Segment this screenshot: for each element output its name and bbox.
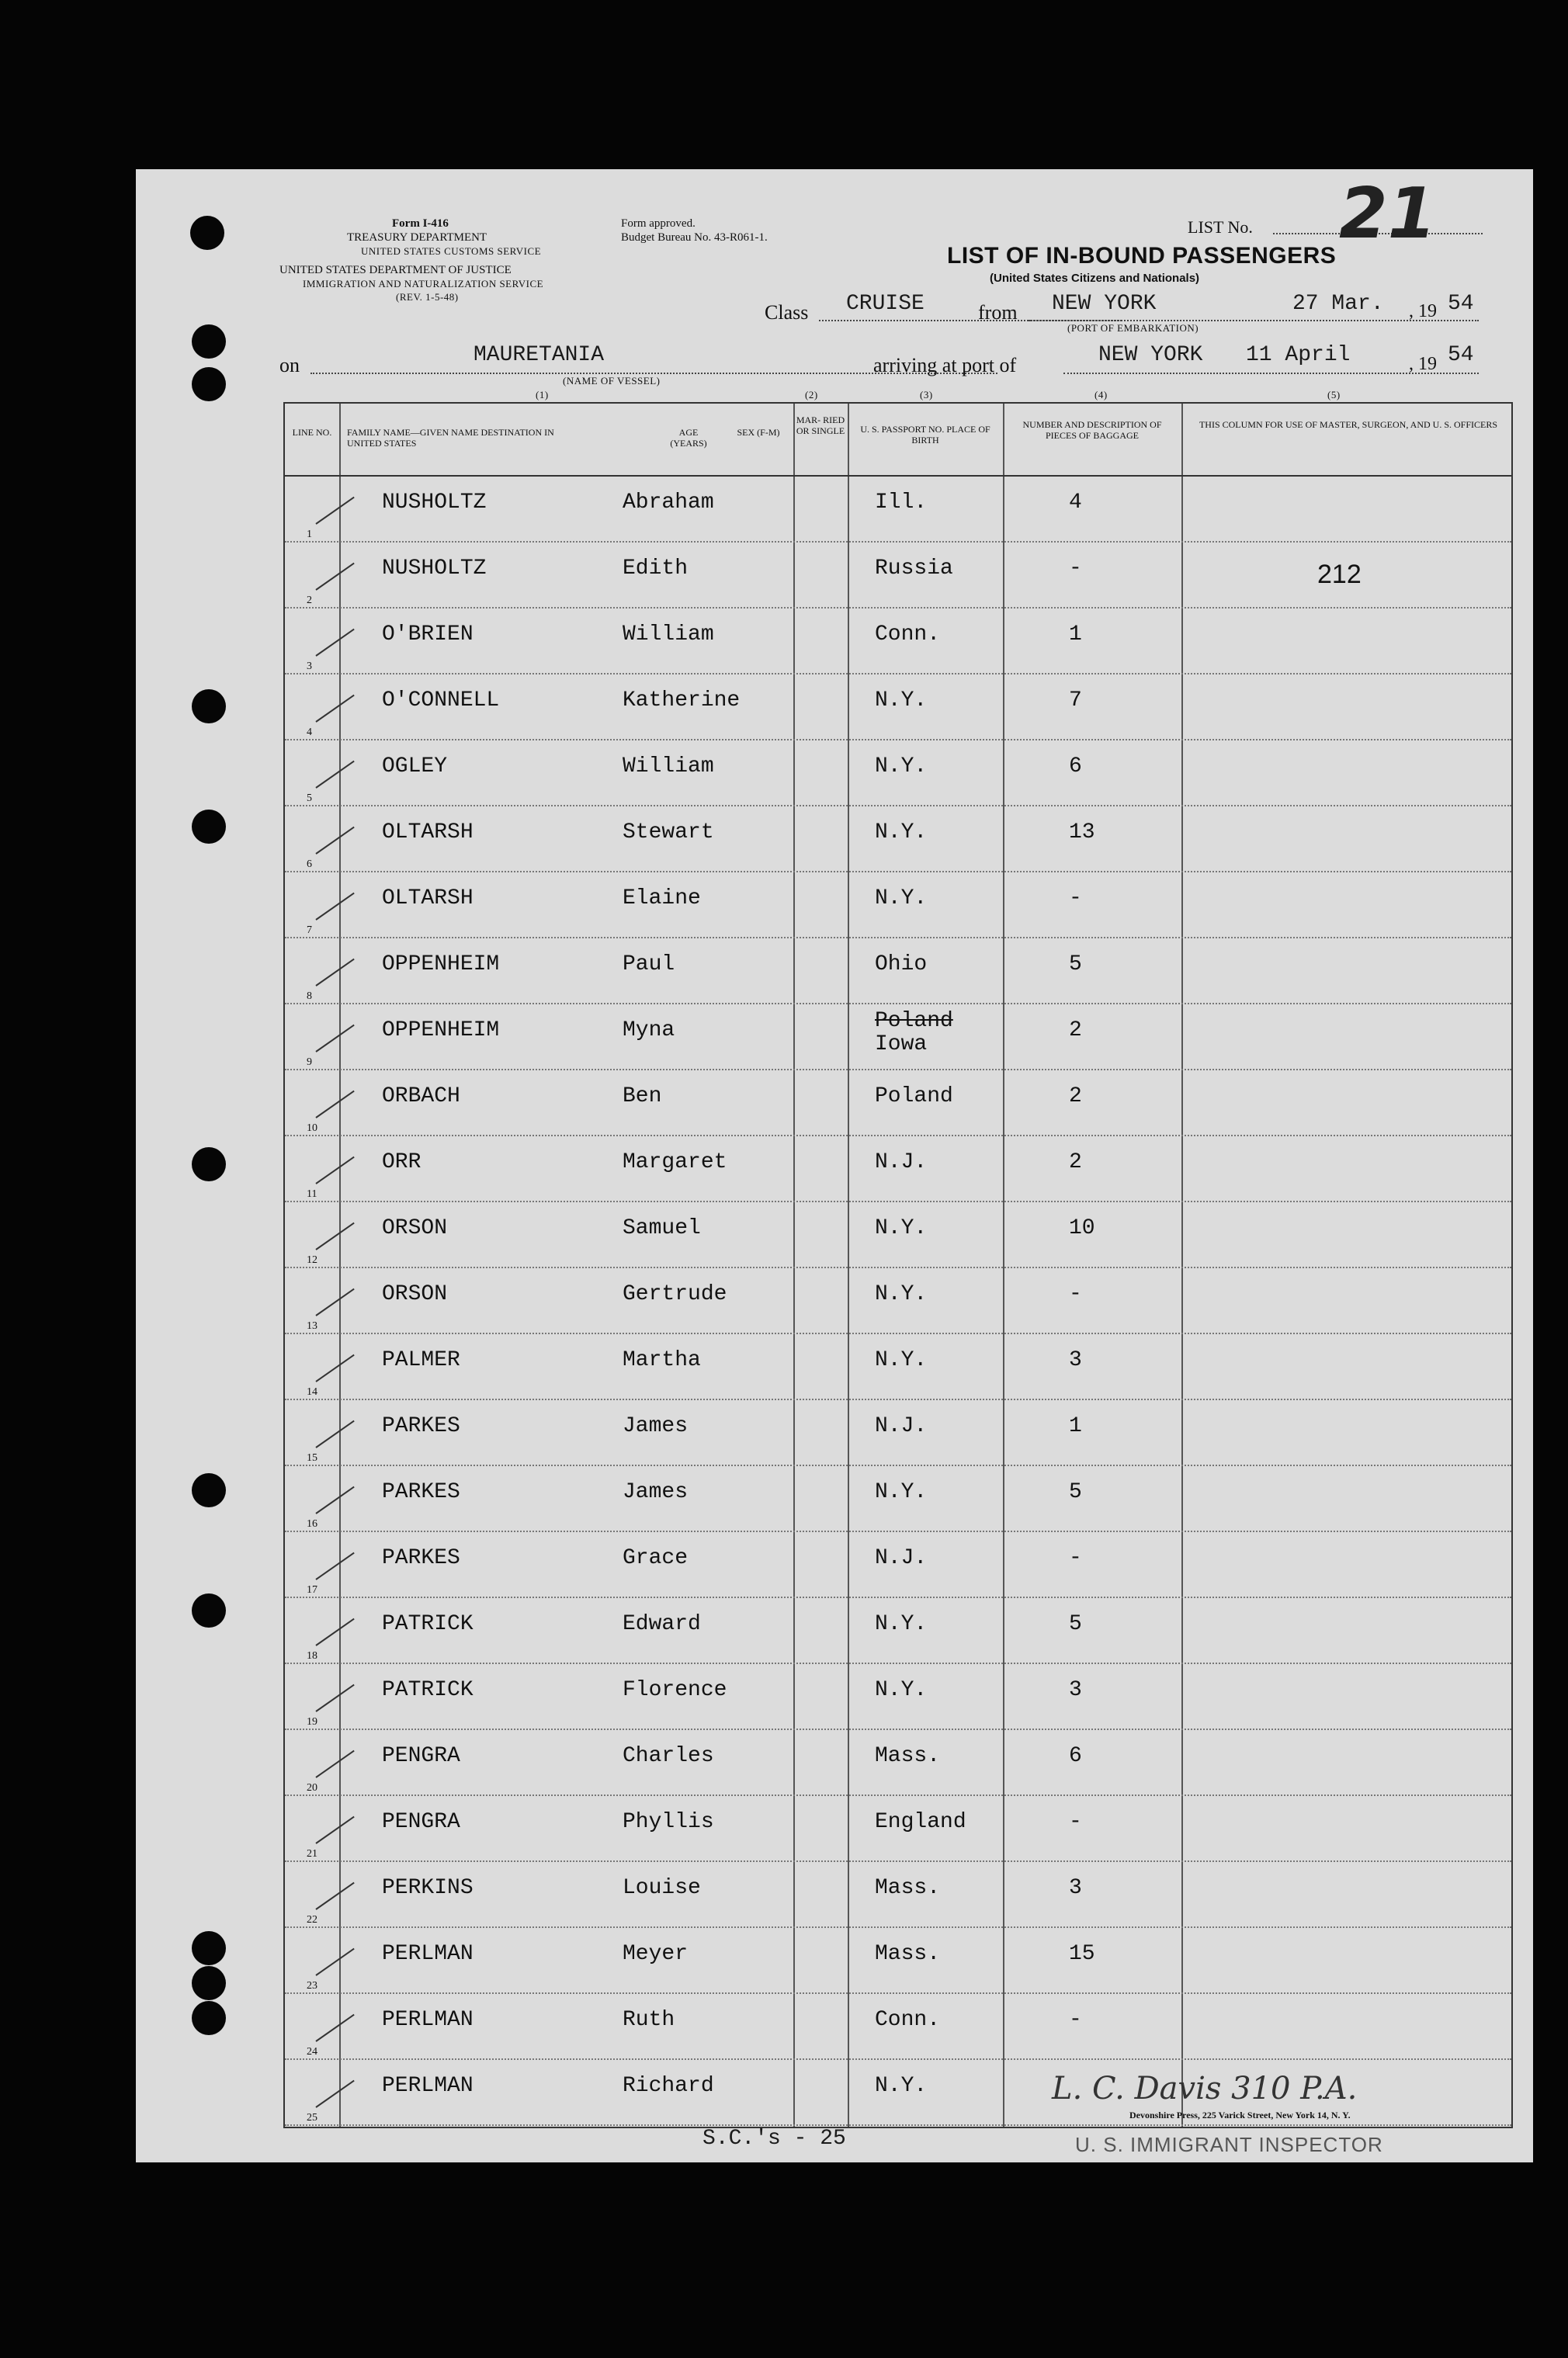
birth-place: N.Y.: [875, 1612, 928, 1636]
given-name: Abraham: [623, 491, 714, 515]
baggage-count: 3: [1069, 1348, 1082, 1372]
table-row: [285, 609, 1511, 674]
birth-place: N.Y.: [875, 2074, 928, 2098]
given-name: James: [623, 1414, 689, 1438]
family-name: OPPENHEIM: [382, 1018, 500, 1042]
revision: (REV. 1-5-48): [396, 291, 459, 303]
line-number: 23: [307, 1980, 317, 1992]
birth-place: Mass.: [875, 1876, 941, 1900]
given-name: Florence: [623, 1678, 727, 1702]
check-mark: [315, 1288, 354, 1316]
col-header-passport: U. S. PASSPORT NO. PLACE OF BIRTH: [860, 424, 990, 446]
given-name: William: [623, 622, 714, 647]
arriving-label: arriving at port of: [873, 354, 1017, 376]
check-mark: [315, 1025, 354, 1052]
table-row: [285, 1796, 1511, 1862]
col-header-married: MAR- RIED OR SINGLE: [796, 414, 845, 436]
punch-hole: [192, 689, 226, 723]
check-mark: [315, 563, 354, 591]
given-name: Charles: [623, 1744, 714, 1768]
baggage-count: -: [1069, 886, 1082, 910]
ins: IMMIGRATION AND NATURALIZATION SERVICE: [303, 278, 544, 290]
baggage-count: 4: [1069, 491, 1082, 515]
given-name: Margaret: [623, 1150, 727, 1174]
col-header-age: AGE (YEARS): [670, 427, 707, 449]
table-row: [285, 1400, 1511, 1466]
table-row: [285, 1136, 1511, 1202]
baggage-count: 5: [1069, 952, 1082, 976]
table-row: [285, 1730, 1511, 1796]
inspector-label: U. S. IMMIGRANT INSPECTOR: [1075, 2133, 1383, 2156]
inspector-signature: L. C. Davis 310 P.A.: [1052, 2071, 1358, 2107]
check-mark: [315, 2080, 354, 2108]
family-name: PENGRA: [382, 1810, 460, 1834]
birth-place: Iowa: [875, 1032, 928, 1056]
family-name: OGLEY: [382, 754, 448, 778]
birth-place: Russia: [875, 557, 953, 581]
baggage-count: 13: [1069, 820, 1095, 844]
check-mark: [315, 1354, 354, 1382]
given-name: James: [623, 1480, 689, 1504]
birth-place: Mass.: [875, 1942, 941, 1966]
baggage-count: 3: [1069, 1876, 1082, 1900]
baggage-count: 5: [1069, 1480, 1082, 1504]
col-header-officers: THIS COLUMN FOR USE OF MASTER, SURGEON, AND U. S. OFFICERS: [1199, 419, 1498, 430]
check-mark: [315, 1486, 354, 1514]
given-name: Louise: [623, 1876, 701, 1900]
col-num-1: (1): [536, 389, 549, 401]
punch-hole: [192, 1147, 226, 1181]
line-number: 12: [307, 1254, 317, 1266]
given-name: Meyer: [623, 1942, 689, 1966]
class-value: CRUISE: [846, 292, 924, 316]
baggage-count: 2: [1069, 1150, 1082, 1174]
col-num-4: (4): [1094, 389, 1108, 401]
line-number: 3: [307, 661, 312, 672]
check-mark: [315, 959, 354, 987]
line-number: 14: [307, 1386, 317, 1398]
doc-title: LIST OF IN-BOUND PASSENGERS: [947, 243, 1337, 269]
officer-note: 212: [1317, 560, 1362, 589]
family-name: O'CONNELL: [382, 688, 500, 713]
baggage-count: 2: [1069, 1084, 1082, 1108]
given-name: Gertrude: [623, 1282, 727, 1306]
family-name: OPPENHEIM: [382, 952, 500, 976]
table-row: [285, 740, 1511, 806]
budget-bureau: Budget Bureau No. 43-R061-1.: [621, 231, 768, 244]
family-name: PARKES: [382, 1546, 460, 1570]
line-number: 8: [307, 990, 312, 1002]
birth-place: N.Y.: [875, 1348, 928, 1372]
line-number: 25: [307, 2112, 317, 2124]
vessel-name: MAURETANIA: [474, 343, 605, 367]
check-mark: [315, 761, 354, 789]
birth-place: N.J.: [875, 1414, 928, 1438]
line-number: 4: [307, 726, 312, 738]
family-name: OLTARSH: [382, 820, 474, 844]
given-name: Katherine: [623, 688, 741, 713]
given-name: Myna: [623, 1018, 675, 1042]
baggage-count: 3: [1069, 1678, 1082, 1702]
line-number: 22: [307, 1914, 317, 1926]
table-row: [285, 477, 1511, 543]
col-header-sex: SEX (F-M): [737, 427, 780, 438]
punch-hole: [192, 1966, 226, 2000]
family-name: ORR: [382, 1150, 421, 1174]
given-name: Paul: [623, 952, 675, 976]
arrival-port: NEW YORK: [1098, 343, 1203, 367]
check-mark: [315, 1816, 354, 1844]
birth-place: N.Y.: [875, 754, 928, 778]
line-number: 16: [307, 1518, 317, 1530]
passenger-table: [283, 402, 1513, 2128]
given-name: Ben: [623, 1084, 662, 1108]
col-num-3: (3): [920, 389, 933, 401]
check-mark: [315, 827, 354, 855]
punch-hole: [192, 1931, 226, 1965]
line-number: 19: [307, 1716, 317, 1728]
arrival-date: 11 April: [1246, 343, 1351, 367]
table-row: [285, 1004, 1511, 1070]
birth-place: N.Y.: [875, 886, 928, 910]
table-row: [285, 1598, 1511, 1664]
year-prefix-1: , 19: [1409, 301, 1437, 321]
given-name: William: [623, 754, 714, 778]
customs-service: UNITED STATES CUSTOMS SERVICE: [361, 245, 542, 257]
family-name: PERLMAN: [382, 1942, 474, 1966]
list-no-label: LIST No.: [1188, 217, 1253, 237]
family-name: O'BRIEN: [382, 622, 474, 647]
family-name: NUSHOLTZ: [382, 557, 487, 581]
birth-place: N.Y.: [875, 1678, 928, 1702]
col-num-2: (2): [805, 389, 818, 401]
class-label: Class: [765, 301, 809, 324]
baggage-count: -: [1069, 1546, 1082, 1570]
line-number: 18: [307, 1650, 317, 1662]
punch-hole: [192, 2001, 226, 2035]
table-row: [285, 1928, 1511, 1994]
check-mark: [315, 1882, 354, 1910]
passenger-count: S.C.'s - 25: [702, 2127, 846, 2151]
line-number: 10: [307, 1122, 317, 1134]
baggage-count: 6: [1069, 1744, 1082, 1768]
given-name: Edward: [623, 1612, 701, 1636]
table-row: [285, 1994, 1511, 2060]
given-name: Ruth: [623, 2008, 675, 2032]
check-mark: [315, 2014, 354, 2042]
birth-place: N.Y.: [875, 1282, 928, 1306]
baggage-count: -: [1069, 2008, 1082, 2032]
check-mark: [315, 1420, 354, 1448]
line-number: 7: [307, 924, 312, 936]
line-number: 15: [307, 1452, 317, 1464]
table-row: [285, 1664, 1511, 1730]
table-row: [285, 938, 1511, 1004]
given-name: Elaine: [623, 886, 701, 910]
form-approved: Form approved.: [621, 217, 696, 230]
family-name: OLTARSH: [382, 886, 474, 910]
col-header-name: FAMILY NAME—GIVEN NAME DESTINATION IN UNITED STATES: [347, 427, 554, 449]
family-name: PALMER: [382, 1348, 460, 1372]
given-name: Stewart: [623, 820, 714, 844]
check-mark: [315, 1750, 354, 1778]
family-name: PATRICK: [382, 1678, 474, 1702]
manifest-sheet: [136, 169, 1533, 2162]
table-row: [285, 543, 1511, 609]
family-name: PATRICK: [382, 1612, 474, 1636]
punch-hole: [192, 1593, 226, 1628]
list-no-value: 21: [1339, 173, 1437, 255]
table-row: [285, 1466, 1511, 1532]
family-name: ORBACH: [382, 1084, 460, 1108]
year-prefix-2: , 19: [1409, 354, 1437, 374]
family-name: PARKES: [382, 1414, 460, 1438]
punch-hole: [192, 324, 226, 359]
table-row: [285, 1532, 1511, 1598]
family-name: PERLMAN: [382, 2074, 474, 2098]
line-number: 24: [307, 2046, 317, 2058]
punch-hole: [192, 367, 226, 401]
embark-date: 27 Mar.: [1292, 292, 1384, 316]
check-mark: [315, 1222, 354, 1250]
line-number: 20: [307, 1782, 317, 1794]
table-row: [285, 872, 1511, 938]
birth-place-struck: Poland: [875, 1009, 953, 1033]
line-number: 2: [307, 595, 312, 606]
punch-hole: [192, 810, 226, 844]
baggage-count: 7: [1069, 688, 1082, 713]
doc-subtitle: (United States Citizens and Nationals): [990, 272, 1200, 285]
punch-hole: [192, 1473, 226, 1507]
line-number: 1: [307, 529, 312, 540]
baggage-count: 6: [1069, 754, 1082, 778]
birth-place: Conn.: [875, 2008, 941, 2032]
table-row: [285, 1334, 1511, 1400]
birth-place: N.Y.: [875, 1216, 928, 1240]
birth-place: N.Y.: [875, 688, 928, 713]
family-name: PERLMAN: [382, 2008, 474, 2032]
table-row: [285, 674, 1511, 740]
baggage-count: 1: [1069, 1414, 1082, 1438]
baggage-count: 15: [1069, 1942, 1095, 1966]
birth-place: Mass.: [875, 1744, 941, 1768]
table-row: [285, 1070, 1511, 1136]
baggage-count: 1: [1069, 622, 1082, 647]
family-name: PENGRA: [382, 1744, 460, 1768]
from-value: NEW YORK: [1052, 292, 1157, 316]
line-number: 5: [307, 792, 312, 804]
doj: UNITED STATES DEPARTMENT OF JUSTICE: [279, 264, 512, 276]
given-name: Grace: [623, 1546, 689, 1570]
birth-place: N.J.: [875, 1150, 928, 1174]
given-name: Edith: [623, 557, 689, 581]
check-mark: [315, 497, 354, 525]
check-mark: [315, 1948, 354, 1976]
baggage-count: -: [1069, 1810, 1082, 1834]
check-mark: [315, 1156, 354, 1184]
family-name: PERKINS: [382, 1876, 474, 1900]
baggage-count: -: [1069, 557, 1082, 581]
family-name: PARKES: [382, 1480, 460, 1504]
baggage-count: -: [1069, 1282, 1082, 1306]
table-row: [285, 1268, 1511, 1334]
line-number: 6: [307, 858, 312, 870]
family-name: NUSHOLTZ: [382, 491, 487, 515]
arrival-year: 54: [1448, 343, 1474, 367]
table-row: [285, 1202, 1511, 1268]
col-header-line: LINE NO.: [292, 427, 332, 438]
on-label: on: [279, 354, 300, 376]
line-number: 13: [307, 1320, 317, 1332]
given-name: Phyllis: [623, 1810, 714, 1834]
line-number: 17: [307, 1584, 317, 1596]
given-name: Richard: [623, 2074, 714, 2098]
check-mark: [315, 1684, 354, 1712]
table-row: [285, 1862, 1511, 1928]
printer-credit: Devonshire Press, 225 Varick Street, New York 14, N. Y.: [1129, 2110, 1351, 2120]
col-header-baggage: NUMBER AND DESCRIPTION OF PIECES OF BAGGAGE: [1022, 419, 1162, 441]
line-number: 21: [307, 1848, 317, 1860]
line-number: 11: [307, 1188, 317, 1200]
vessel-label: (NAME OF VESSEL): [563, 375, 661, 387]
line-number: 9: [307, 1056, 312, 1068]
col-num-5: (5): [1327, 389, 1341, 401]
treasury-dept: TREASURY DEPARTMENT: [347, 231, 487, 244]
birth-place: N.Y.: [875, 1480, 928, 1504]
birth-place: N.J.: [875, 1546, 928, 1570]
table-row: [285, 806, 1511, 872]
birth-place: Ill.: [875, 491, 928, 515]
embark-year: 54: [1448, 292, 1474, 316]
baggage-count: 5: [1069, 1612, 1082, 1636]
birth-place: England: [875, 1810, 966, 1834]
from-label: from: [978, 301, 1018, 324]
given-name: Samuel: [623, 1216, 701, 1240]
port-embark-label: (PORT OF EMBARKATION): [1067, 322, 1199, 334]
check-mark: [315, 629, 354, 657]
birth-place: Ohio: [875, 952, 928, 976]
given-name: Martha: [623, 1348, 701, 1372]
form-number: Form I-416: [392, 217, 449, 230]
birth-place: N.Y.: [875, 820, 928, 844]
check-mark: [315, 695, 354, 723]
check-mark: [315, 1091, 354, 1118]
baggage-count: 10: [1069, 1216, 1095, 1240]
check-mark: [315, 1618, 354, 1646]
baggage-count: 2: [1069, 1018, 1082, 1042]
check-mark: [315, 1552, 354, 1580]
birth-place: Poland: [875, 1084, 953, 1108]
birth-place: Conn.: [875, 622, 941, 647]
family-name: ORSON: [382, 1282, 448, 1306]
family-name: ORSON: [382, 1216, 448, 1240]
punch-hole: [190, 216, 224, 250]
check-mark: [315, 893, 354, 921]
